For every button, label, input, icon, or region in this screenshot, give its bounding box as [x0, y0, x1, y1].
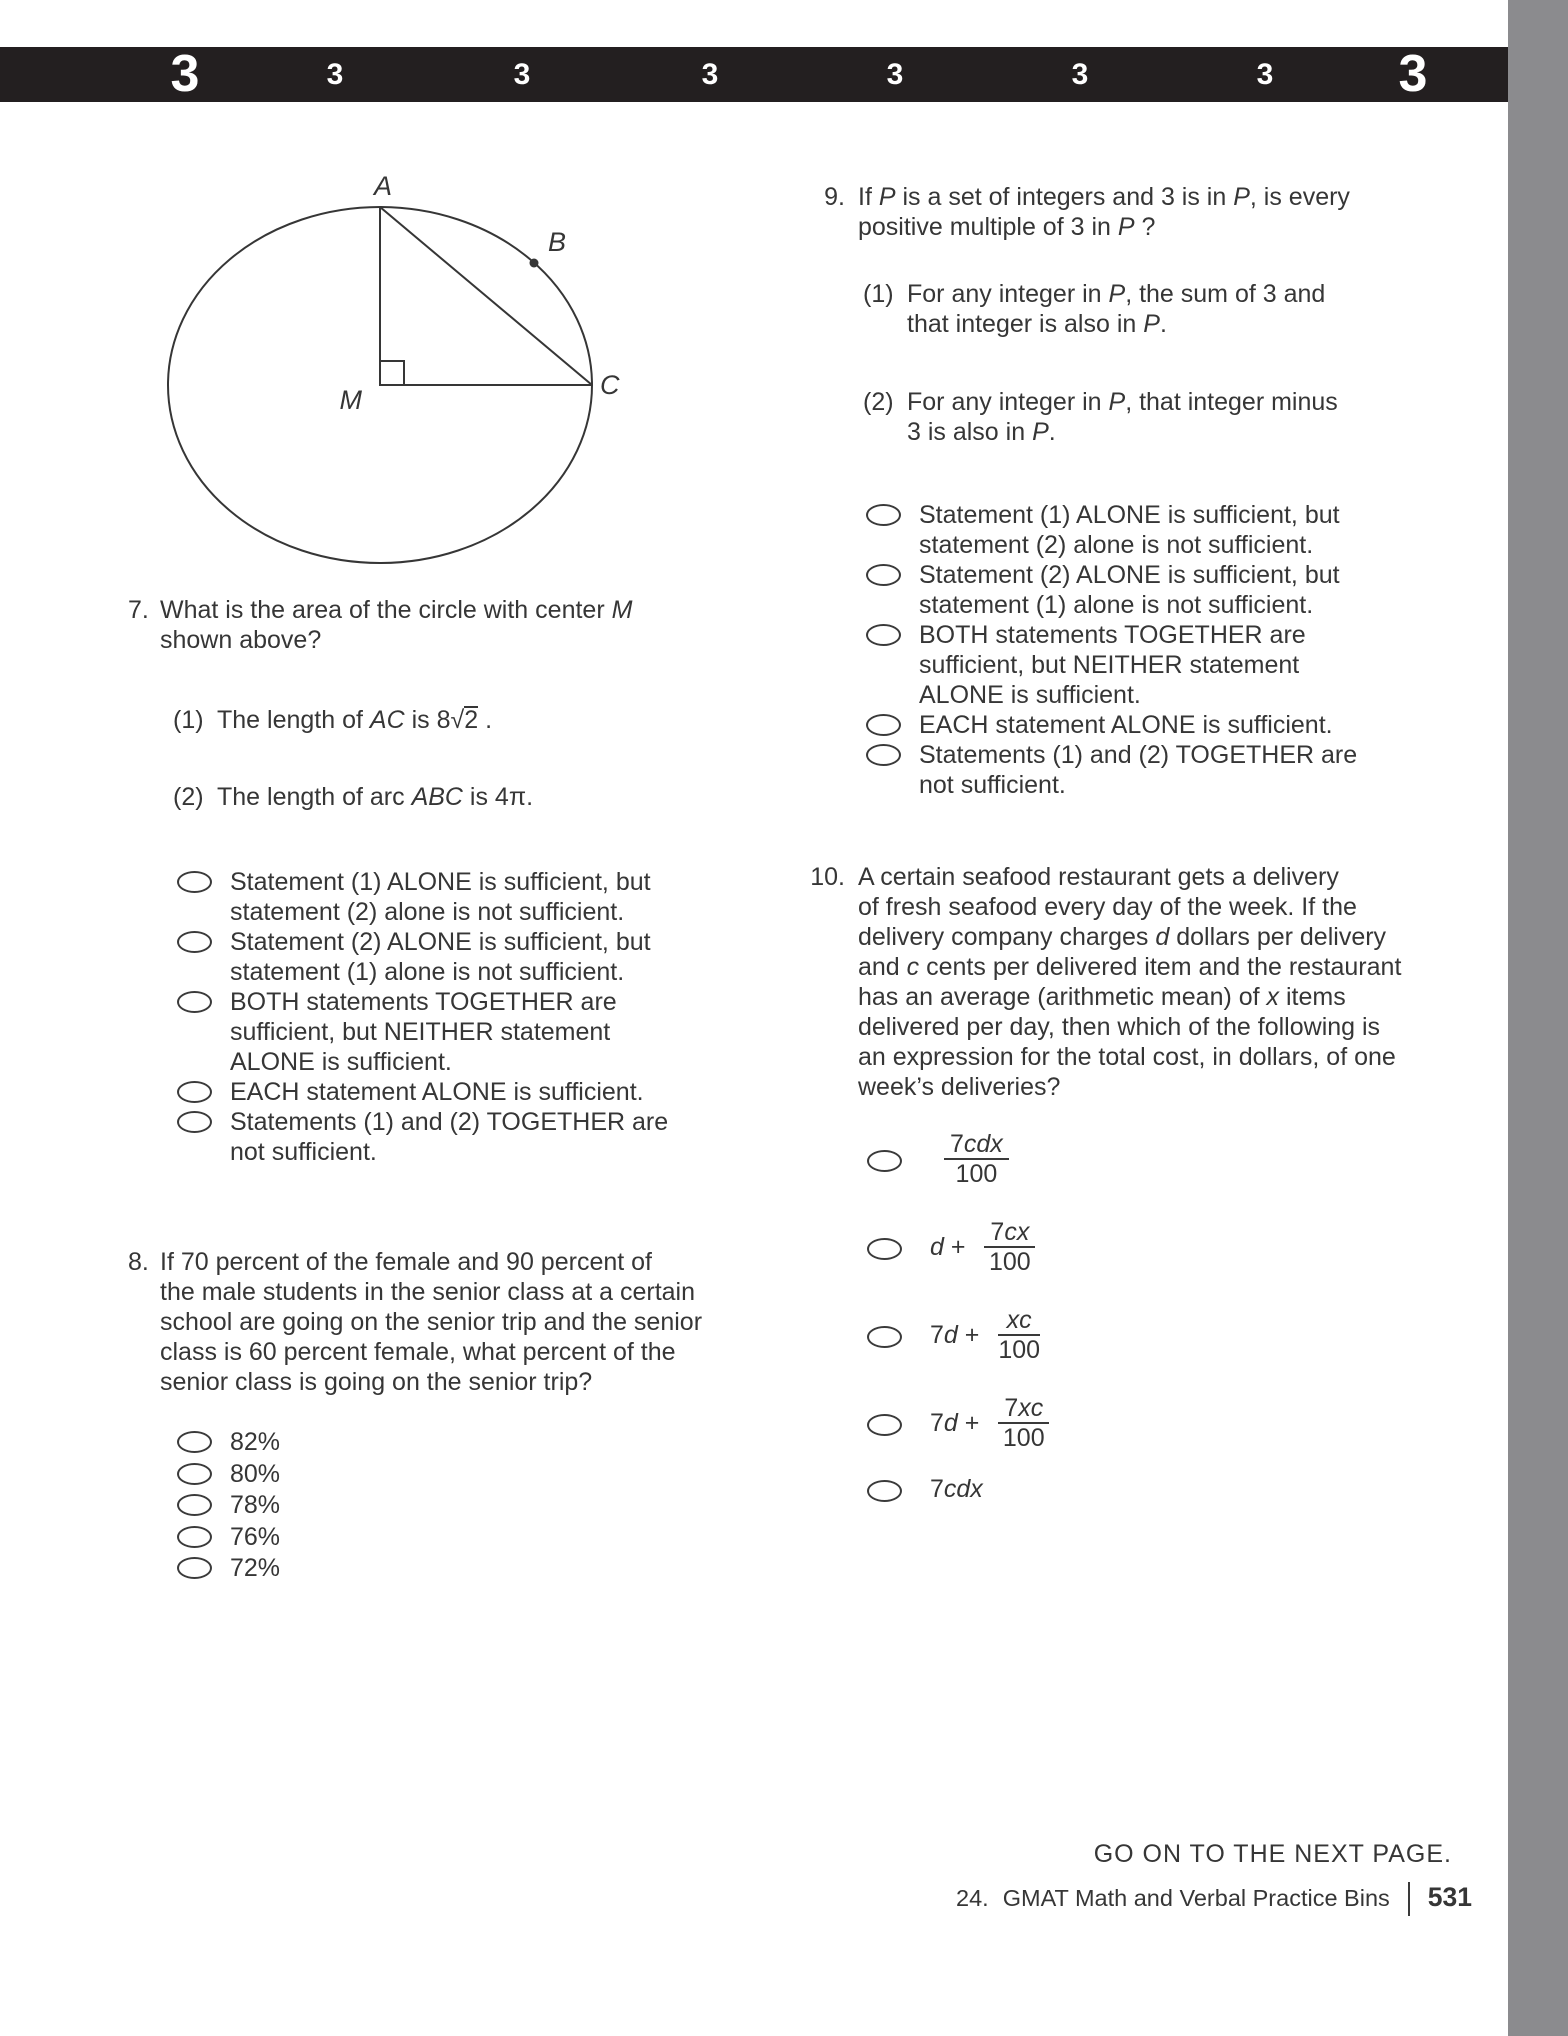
right-angle-mark [380, 361, 404, 385]
section-number-icon: 3 [1256, 58, 1274, 91]
answer-text: Statements (1) and (2) TOGETHER are not sufficient. [919, 741, 1358, 799]
answer-bubble-icon[interactable] [867, 1150, 902, 1172]
denominator: 100 [989, 1248, 1031, 1276]
statement-label: (1) [863, 280, 894, 308]
answer-option [177, 867, 668, 927]
question-8 [128, 1247, 702, 1397]
answer-bubble-icon[interactable] [177, 1494, 212, 1516]
footer-divider [1408, 1882, 1410, 1916]
answer-text: EACH statement ALONE is sufficient. [230, 1078, 644, 1106]
question-text: If P is a set of integers and 3 is in P, is every positive multiple of 3 in P ? [858, 183, 1350, 241]
statement-label: (2) [863, 388, 894, 416]
answer-text: BOTH statements TOGETHER are sufficient, but NEITHER statement ALONE is sufficient. [919, 621, 1306, 709]
answer-option [866, 500, 1357, 560]
answer-text: 76% [230, 1522, 281, 1551]
question-text: What is the area of the circle with center M shown above? [160, 596, 633, 654]
answer-option [866, 740, 1357, 800]
point-label-m: M [339, 385, 362, 415]
answer-option [866, 560, 1357, 620]
q8-answer-options [177, 1427, 280, 1585]
answer-text: Statements (1) and (2) TOGETHER are not sufficient. [230, 1108, 669, 1166]
answer-text: 7cdx [930, 1475, 983, 1503]
point-label-b: B [548, 227, 567, 257]
answer-text: 82% [230, 1428, 281, 1456]
question-text: If 70 percent of the female and 90 percent of the male students in the senior class at a certain school are going on the senior trip and the senior class is 60 percent female, what percent of the senior class is going on the senior trip? [160, 1248, 703, 1396]
answer-text: 72% [230, 1554, 281, 1582]
answer-option [866, 620, 1357, 710]
question-number: 7. [128, 596, 149, 624]
expression-prefix: d + [930, 1233, 973, 1261]
q9-statement-1 [863, 279, 1325, 339]
question-number: 10. [810, 863, 845, 891]
answer-bubble-icon[interactable] [867, 1238, 902, 1260]
answer-bubble-icon[interactable] [177, 1111, 212, 1133]
circle-figure [150, 165, 620, 585]
question-text: A certain seafood restaurant gets a delivery of fresh seafood every day of the week. If the delivery company charges d dollars per delivery and c cents per delivered item and the restaurant has an average (arithmetic mean) of x items delivered per day, then which of the following is an expression for the total cost, in dollars, of one week’s deliveries? [858, 863, 1402, 1101]
answer-option [867, 1218, 1049, 1276]
answer-bubble-icon[interactable] [177, 1526, 212, 1548]
point-label-a: A [373, 171, 393, 201]
expression-prefix: 7d + [930, 1409, 987, 1437]
point-b-dot [530, 259, 539, 268]
denominator: 100 [1002, 1424, 1045, 1452]
answer-option [867, 1306, 1049, 1364]
answer-bubble-icon[interactable] [866, 744, 901, 766]
answer-text: Statement (1) ALONE is sufficient, but statement (2) alone is not sufficient. [919, 501, 1340, 559]
question-number: 8. [128, 1248, 149, 1276]
numerator: 7cdx [950, 1130, 1003, 1158]
page-edge-strip [1508, 0, 1568, 2036]
q7-answer-options [177, 867, 668, 1167]
answer-text: Statement (1) ALONE is sufficient, but statement (2) alone is not sufficient. [230, 868, 651, 926]
question-number: 9. [824, 183, 845, 211]
q10-answer-options [867, 1130, 1049, 1534]
q7-statement-1 [173, 705, 492, 735]
answer-bubble-icon[interactable] [177, 871, 212, 893]
answer-bubble-icon[interactable] [177, 931, 212, 953]
numerator: xc [1006, 1306, 1032, 1334]
answer-text: 78% [230, 1491, 281, 1519]
fraction [998, 1306, 1040, 1364]
question-7 [128, 595, 632, 655]
answer-bubble-icon[interactable] [177, 1557, 212, 1579]
answer-bubble-icon[interactable] [866, 564, 901, 586]
point-label-c: C [600, 370, 620, 400]
expression-prefix: 7d + [930, 1321, 987, 1349]
q7-statement-2 [173, 782, 533, 812]
answer-text: 80% [230, 1459, 281, 1488]
answer-text: Statement (2) ALONE is sufficient, but statement (1) alone is not sufficient. [230, 928, 651, 986]
section-number-icon: 3 [886, 58, 904, 91]
statement-text: The length of arc ABC is 4π. [217, 783, 534, 811]
answer-bubble-icon[interactable] [867, 1326, 902, 1348]
chapter-title: GMAT Math and Verbal Practice Bins [1002, 1885, 1390, 1911]
answer-bubble-icon[interactable] [177, 991, 212, 1013]
section-number-icon: 3 [170, 45, 200, 103]
section-number-icon: 3 [1398, 45, 1428, 103]
question-10 [800, 862, 1401, 1102]
answer-option [867, 1474, 1049, 1504]
statement-text: For any integer in P, that integer minus 3 is also in P. [907, 388, 1338, 446]
section-number-icon: 3 [1071, 58, 1089, 91]
answer-text: EACH statement ALONE is sufficient. [919, 711, 1333, 739]
fraction [998, 1394, 1049, 1452]
answer-option [177, 927, 668, 987]
answer-option [177, 1427, 280, 1457]
answer-option [866, 710, 1357, 740]
numerator: 7xc [1004, 1394, 1044, 1422]
statement-text: For any integer in P, the sum of 3 and that integer is also in P. [907, 280, 1326, 338]
answer-option [177, 1107, 668, 1167]
answer-option [867, 1394, 1049, 1452]
answer-option [867, 1130, 1049, 1188]
statement-text: The length of AC is 8√2 . [217, 706, 493, 734]
fraction [984, 1218, 1035, 1276]
denominator: 100 [998, 1336, 1041, 1364]
answer-option [177, 987, 668, 1077]
answer-option [177, 1553, 280, 1583]
section-header-bar [0, 47, 1508, 102]
answer-option [177, 1459, 280, 1489]
page-number: 531 [1427, 1882, 1472, 1912]
answer-text: Statement (2) ALONE is sufficient, but statement (1) alone is not sufficient. [919, 561, 1340, 619]
question-9 [800, 182, 1350, 242]
section-number-icon: 3 [701, 58, 719, 91]
answer-option [177, 1522, 280, 1552]
go-on-text: GO ON TO THE NEXT PAGE. [1093, 1840, 1452, 1868]
statement-label: (2) [173, 783, 204, 811]
q9-answer-options [866, 500, 1357, 800]
denominator: 100 [955, 1160, 998, 1188]
chapter-number: 24. [956, 1885, 989, 1911]
statement-label: (1) [173, 706, 204, 734]
q9-statement-2 [863, 387, 1338, 447]
answer-option [177, 1077, 668, 1107]
answer-bubble-icon[interactable] [177, 1463, 212, 1485]
numerator: 7cx [990, 1218, 1030, 1246]
footer [956, 1882, 1472, 1916]
answer-bubble-icon[interactable] [177, 1431, 212, 1453]
answer-option [177, 1490, 280, 1520]
answer-bubble-icon[interactable] [867, 1414, 902, 1436]
answer-bubble-icon[interactable] [867, 1480, 902, 1502]
answer-bubble-icon[interactable] [866, 504, 901, 526]
answer-bubble-icon[interactable] [866, 624, 901, 646]
fraction [944, 1130, 1009, 1188]
section-number-icon: 3 [326, 58, 344, 91]
section-number-icon: 3 [513, 58, 531, 91]
answer-text: BOTH statements TOGETHER are sufficient, but NEITHER statement ALONE is sufficient. [230, 988, 617, 1076]
answer-bubble-icon[interactable] [177, 1081, 212, 1103]
answer-bubble-icon[interactable] [866, 714, 901, 736]
